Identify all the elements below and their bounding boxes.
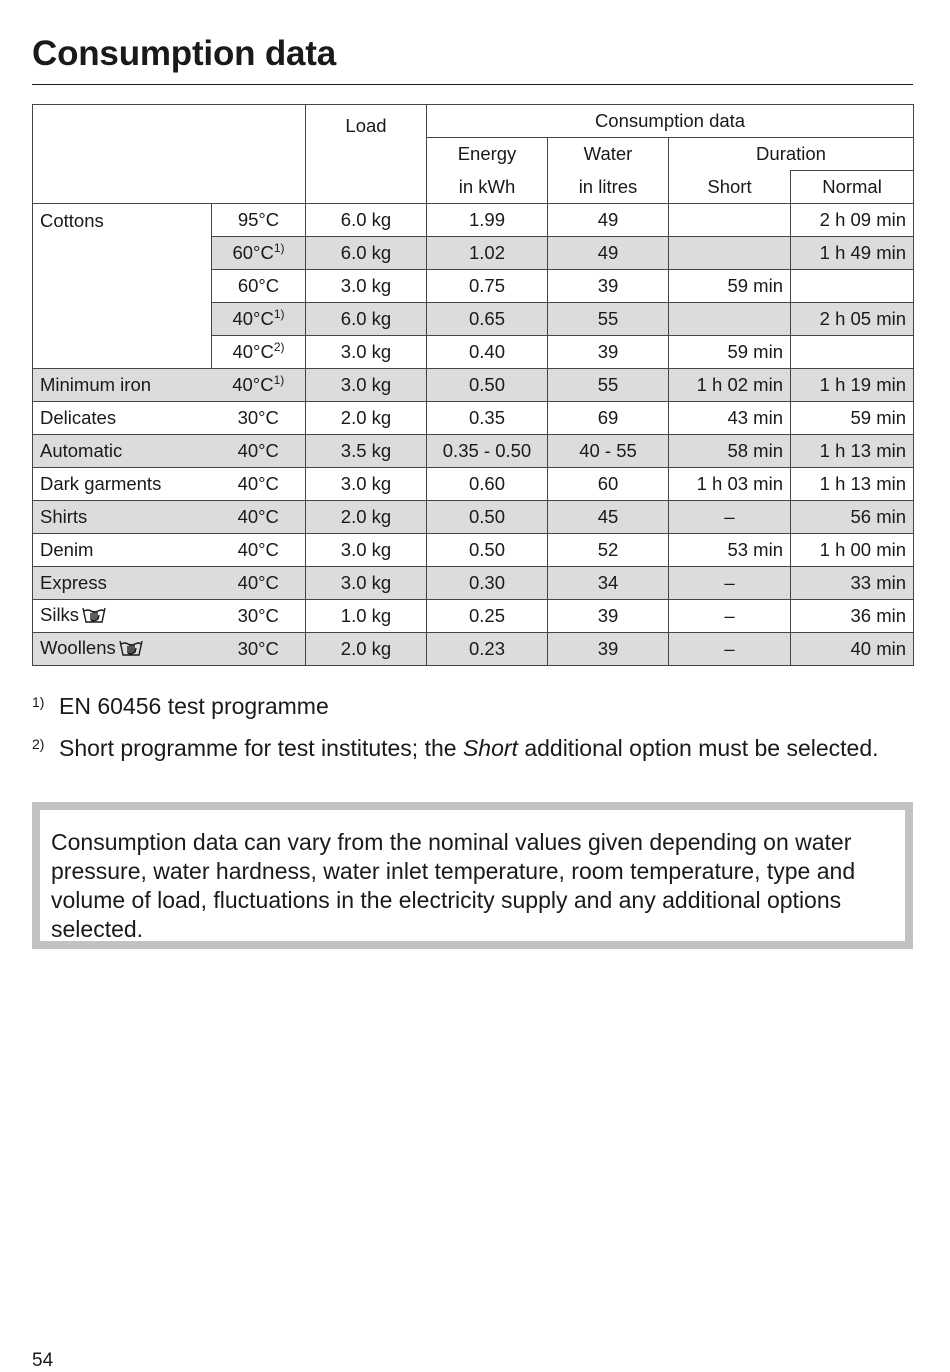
title-divider bbox=[32, 84, 913, 85]
duration-short-value: – bbox=[669, 633, 791, 666]
programme-name bbox=[33, 501, 212, 534]
footnote-2-mark: 2) bbox=[32, 736, 45, 752]
load-value: 6.0 kg bbox=[306, 237, 427, 270]
load-value: 1.0 kg bbox=[306, 600, 427, 633]
footnote-1-mark: 1) bbox=[32, 694, 45, 710]
temperature-value: 60°C bbox=[232, 242, 274, 263]
footnote-ref: 1) bbox=[273, 307, 285, 321]
temperature bbox=[212, 501, 306, 534]
programme-name bbox=[33, 204, 212, 369]
energy-value: 0.50 bbox=[427, 369, 548, 402]
water-value: 39 bbox=[548, 633, 669, 666]
water-value: 40 - 55 bbox=[548, 435, 669, 468]
header-water: Water bbox=[548, 138, 669, 171]
duration-normal-value: 1 h 13 min bbox=[791, 468, 914, 501]
footnote-ref: 1) bbox=[273, 373, 285, 387]
header-duration-short: Short bbox=[669, 171, 791, 204]
energy-value: 0.65 bbox=[427, 303, 548, 336]
temperature-value: 40°C bbox=[237, 539, 279, 560]
duration-short-value bbox=[669, 204, 791, 237]
energy-value: 0.23 bbox=[427, 633, 548, 666]
temperature-value: 40°C bbox=[237, 506, 279, 527]
programme-name bbox=[33, 402, 212, 435]
table-row bbox=[33, 468, 914, 501]
footnote-ref: 2) bbox=[273, 340, 285, 354]
header-energy: Energy bbox=[427, 138, 548, 171]
temperature-value: 40°C bbox=[237, 572, 279, 593]
temperature-value: 40°C bbox=[232, 341, 274, 362]
duration-short-value bbox=[669, 303, 791, 336]
temperature bbox=[212, 402, 306, 435]
energy-value: 0.25 bbox=[427, 600, 548, 633]
load-value: 3.0 kg bbox=[306, 369, 427, 402]
temperature bbox=[212, 237, 306, 270]
water-value: 55 bbox=[548, 369, 669, 402]
temperature bbox=[212, 369, 306, 402]
handwash-icon bbox=[82, 604, 106, 629]
programme-name bbox=[33, 468, 212, 501]
table-row bbox=[33, 204, 914, 237]
footnotes bbox=[32, 692, 912, 776]
table-row bbox=[33, 534, 914, 567]
energy-value: 0.35 - 0.50 bbox=[427, 435, 548, 468]
water-value: 49 bbox=[548, 237, 669, 270]
table-row bbox=[33, 435, 914, 468]
load-value: 3.0 kg bbox=[306, 567, 427, 600]
table-row bbox=[33, 567, 914, 600]
duration-short-value: – bbox=[669, 567, 791, 600]
header-energy-unit: in kWh bbox=[427, 171, 548, 204]
duration-short-value bbox=[669, 237, 791, 270]
duration-short-value: 59 min bbox=[669, 336, 791, 369]
temperature bbox=[212, 204, 306, 237]
duration-normal-value: 36 min bbox=[791, 600, 914, 633]
temperature bbox=[212, 303, 306, 336]
temperature bbox=[212, 600, 306, 633]
duration-short-value: – bbox=[669, 501, 791, 534]
duration-short-value: 53 min bbox=[669, 534, 791, 567]
temperature bbox=[212, 534, 306, 567]
load-value: 6.0 kg bbox=[306, 204, 427, 237]
temperature bbox=[212, 468, 306, 501]
energy-value: 1.99 bbox=[427, 204, 548, 237]
load-value: 3.0 kg bbox=[306, 534, 427, 567]
programme-name bbox=[33, 633, 212, 666]
programme-name-text: Automatic bbox=[40, 440, 123, 461]
programme-name-text: Minimum iron bbox=[40, 374, 152, 395]
duration-short-value: 59 min bbox=[669, 270, 791, 303]
duration-normal-value: 33 min bbox=[791, 567, 914, 600]
duration-normal-value: 1 h 00 min bbox=[791, 534, 914, 567]
temperature-value: 30°C bbox=[237, 638, 279, 659]
water-value: 39 bbox=[548, 600, 669, 633]
temperature-value: 60°C bbox=[237, 275, 280, 296]
load-value: 2.0 kg bbox=[306, 501, 427, 534]
water-value: 60 bbox=[548, 468, 669, 501]
temperature-value: 30°C bbox=[237, 605, 279, 626]
duration-short-value: – bbox=[669, 600, 791, 633]
energy-value: 0.50 bbox=[427, 501, 548, 534]
load-value: 2.0 kg bbox=[306, 402, 427, 435]
temperature bbox=[212, 336, 306, 369]
programme-name-text: Woollens bbox=[40, 636, 116, 658]
footnote-1-text: EN 60456 test programme bbox=[59, 693, 329, 719]
load-value: 2.0 kg bbox=[306, 633, 427, 666]
water-value: 45 bbox=[548, 501, 669, 534]
energy-value: 0.30 bbox=[427, 567, 548, 600]
duration-normal-value bbox=[791, 270, 914, 303]
duration-normal-value: 40 min bbox=[791, 633, 914, 666]
load-value: 3.0 kg bbox=[306, 468, 427, 501]
programme-name-text: Delicates bbox=[40, 407, 117, 428]
energy-value: 0.50 bbox=[427, 534, 548, 567]
programme-name-text: Silks bbox=[40, 603, 80, 625]
water-value: 49 bbox=[548, 204, 669, 237]
footnote-1 bbox=[32, 692, 912, 721]
table-row bbox=[33, 501, 914, 534]
header-duration: Duration bbox=[669, 138, 914, 171]
duration-normal-value: 1 h 49 min bbox=[791, 237, 914, 270]
temperature-value: 40°C bbox=[232, 308, 274, 329]
water-value: 52 bbox=[548, 534, 669, 567]
water-value: 39 bbox=[548, 270, 669, 303]
duration-normal-value: 59 min bbox=[791, 402, 914, 435]
duration-normal-value: 2 h 05 min bbox=[791, 303, 914, 336]
note-box bbox=[32, 802, 913, 949]
header-consumption-data: Consumption data bbox=[427, 105, 914, 138]
temperature-value: 95°C bbox=[237, 209, 280, 230]
header-blank bbox=[33, 105, 306, 204]
energy-value: 0.75 bbox=[427, 270, 548, 303]
temperature bbox=[212, 435, 306, 468]
programme-name bbox=[33, 435, 212, 468]
energy-value: 1.02 bbox=[427, 237, 548, 270]
programme-name-text: Dark garments bbox=[40, 473, 162, 494]
energy-value: 0.35 bbox=[427, 402, 548, 435]
programme-name-text: Cottons bbox=[40, 210, 104, 231]
load-value: 3.5 kg bbox=[306, 435, 427, 468]
temperature-value: 30°C bbox=[237, 407, 279, 428]
table-row bbox=[33, 369, 914, 402]
water-value: 55 bbox=[548, 303, 669, 336]
programme-name-text: Shirts bbox=[40, 506, 88, 527]
programme-name-text: Express bbox=[40, 572, 107, 593]
temperature-value: 40°C bbox=[232, 374, 274, 395]
temperature bbox=[212, 567, 306, 600]
footnote-ref: 1) bbox=[273, 241, 285, 255]
duration-normal-value: 1 h 13 min bbox=[791, 435, 914, 468]
energy-value: 0.40 bbox=[427, 336, 548, 369]
table-body bbox=[33, 204, 914, 666]
header-load: Load bbox=[306, 105, 427, 204]
consumption-table bbox=[32, 104, 914, 666]
load-value: 3.0 kg bbox=[306, 270, 427, 303]
footnote-2-text-before: Short programme for test institutes; the bbox=[59, 735, 463, 761]
programme-name bbox=[33, 534, 212, 567]
table-row bbox=[33, 633, 914, 666]
footnote-2-emphasis: Short bbox=[462, 735, 518, 761]
programme-name bbox=[33, 369, 212, 402]
header-duration-normal: Normal bbox=[791, 171, 914, 204]
programme-name-text: Denim bbox=[40, 539, 94, 560]
duration-normal-value: 56 min bbox=[791, 501, 914, 534]
temperature-value: 40°C bbox=[237, 440, 279, 461]
temperature-value: 40°C bbox=[237, 473, 279, 494]
programme-name bbox=[33, 600, 212, 633]
temperature bbox=[212, 270, 306, 303]
load-value: 6.0 kg bbox=[306, 303, 427, 336]
load-value: 3.0 kg bbox=[306, 336, 427, 369]
page-title: Consumption data bbox=[32, 34, 337, 73]
note-text: Consumption data can vary from the nominal values given depending on water pressure, water hardness, water inlet temperature, room temperature, type and volume of load, fluctuations in the electricity supply and any additional options selected. bbox=[40, 810, 905, 941]
water-value: 34 bbox=[548, 567, 669, 600]
duration-short-value: 43 min bbox=[669, 402, 791, 435]
header-water-unit: in litres bbox=[548, 171, 669, 204]
programme-name bbox=[33, 567, 212, 600]
table-row bbox=[33, 600, 914, 633]
duration-short-value: 58 min bbox=[669, 435, 791, 468]
duration-normal-value bbox=[791, 336, 914, 369]
page-number: 54 bbox=[32, 1350, 54, 1371]
water-value: 69 bbox=[548, 402, 669, 435]
table-row bbox=[33, 402, 914, 435]
footnote-2 bbox=[32, 734, 912, 763]
duration-normal-value: 2 h 09 min bbox=[791, 204, 914, 237]
temperature bbox=[212, 633, 306, 666]
duration-short-value: 1 h 02 min bbox=[669, 369, 791, 402]
handwash-icon bbox=[119, 637, 143, 662]
duration-short-value: 1 h 03 min bbox=[669, 468, 791, 501]
footnote-2-text-after: additional option must be selected. bbox=[517, 735, 879, 761]
energy-value: 0.60 bbox=[427, 468, 548, 501]
water-value: 39 bbox=[548, 336, 669, 369]
duration-normal-value: 1 h 19 min bbox=[791, 369, 914, 402]
